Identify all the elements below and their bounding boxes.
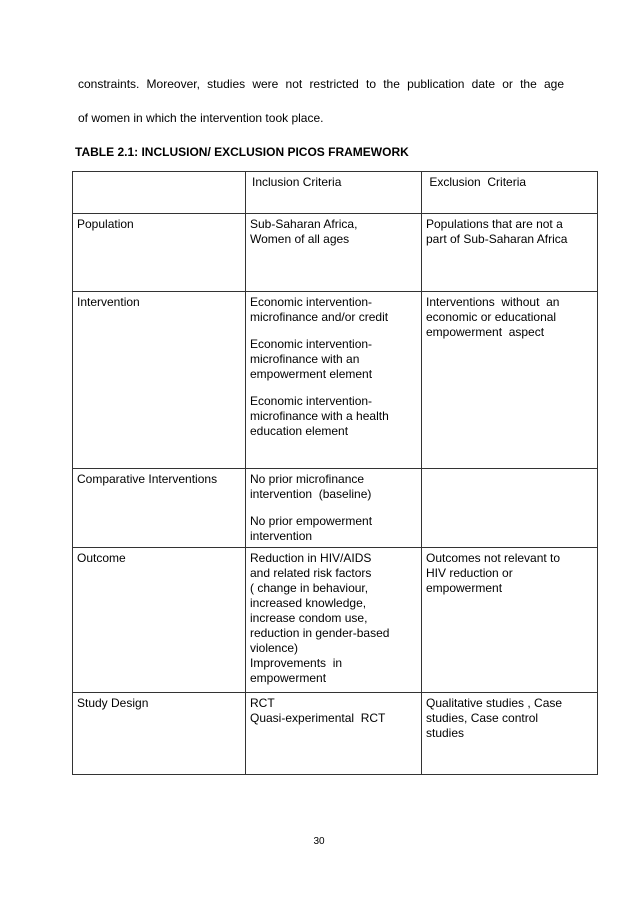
cell-line: intervention — [250, 529, 313, 543]
cell-line: HIV reduction or — [426, 566, 513, 580]
cell-line: increase condom use, — [250, 611, 368, 625]
body-text-line-2: of women in which the intervention took place. — [78, 111, 324, 125]
cell-line: Interventions without an — [426, 295, 560, 309]
cell-line: Qualitative studies , Case — [426, 696, 563, 710]
inclusion-cell — [246, 548, 422, 693]
row-label: Study Design — [73, 693, 246, 775]
cell-line: Outcomes not relevant to — [426, 551, 561, 565]
table-header-row — [73, 172, 598, 214]
row-label: Outcome — [73, 548, 246, 693]
cell-line: reduction in gender-based — [250, 626, 390, 640]
cell-line: empowerment — [426, 581, 503, 595]
header-cell-inclusion: Inclusion Criteria — [246, 172, 422, 214]
inclusion-cell — [246, 214, 422, 292]
table-caption: TABLE 2.1: INCLUSION/ EXCLUSION PICOS FRAMEWORK — [75, 145, 409, 159]
cell-line: education element — [250, 424, 349, 438]
exclusion-cell — [422, 469, 598, 548]
header-cell-exclusion: Exclusion Criteria — [422, 172, 598, 214]
cell-line: Economic intervention- — [250, 394, 373, 408]
cell-line: ( change in behaviour, — [250, 581, 369, 595]
cell-line: microfinance with a health — [250, 409, 389, 423]
cell-line: Economic intervention- — [250, 295, 373, 309]
cell-line: Reduction in HIV/AIDS — [250, 551, 372, 565]
cell-line: RCT — [250, 696, 275, 710]
exclusion-cell — [422, 693, 598, 775]
picos-table — [72, 171, 598, 775]
cell-line: and related risk factors — [250, 566, 372, 580]
cell-line: Sub-Saharan Africa, — [250, 217, 358, 231]
row-label: Intervention — [73, 292, 246, 469]
cell-line: empowerment — [250, 671, 327, 685]
cell-line: Improvements in — [250, 656, 343, 670]
inclusion-cell — [246, 693, 422, 775]
cell-line: intervention (baseline) — [250, 487, 372, 501]
cell-line: microfinance with an — [250, 352, 360, 366]
inclusion-cell — [246, 292, 422, 469]
exclusion-cell — [422, 214, 598, 292]
cell-line: studies, Case control — [426, 711, 539, 725]
table-row-outcome — [73, 548, 598, 693]
page-number: 30 — [313, 836, 325, 847]
cell-line: economic or educational — [426, 310, 557, 324]
row-label: Population — [73, 214, 246, 292]
cell-line: No prior empowerment — [250, 514, 373, 528]
cell-line: part of Sub-Saharan Africa — [426, 232, 568, 246]
table-row-population — [73, 214, 598, 292]
cell-line: increased knowledge, — [250, 596, 367, 610]
cell-line: empowerment element — [250, 367, 373, 381]
cell-line: Populations that are not a — [426, 217, 563, 231]
cell-line: Quasi-experimental RCT — [250, 711, 386, 725]
cell-line: No prior microfinance — [250, 472, 365, 486]
table-row-study-design — [73, 693, 598, 775]
exclusion-cell — [422, 548, 598, 693]
cell-line: violence) — [250, 641, 299, 655]
table-row-intervention — [73, 292, 598, 469]
cell-line: microfinance and/or credit — [250, 310, 389, 324]
cell-line: Economic intervention- — [250, 337, 373, 351]
cell-line: empowerment aspect — [426, 325, 545, 339]
cell-line: Women of all ages — [250, 232, 350, 246]
inclusion-cell — [246, 469, 422, 548]
body-text-line-1: constraints. Moreover, studies were not restricted to the publication date or the age — [78, 77, 564, 91]
header-cell-empty — [73, 172, 246, 214]
cell-line: studies — [426, 726, 465, 740]
table-row-comparative — [73, 469, 598, 548]
row-label: Comparative Interventions — [73, 469, 246, 548]
exclusion-cell — [422, 292, 598, 469]
